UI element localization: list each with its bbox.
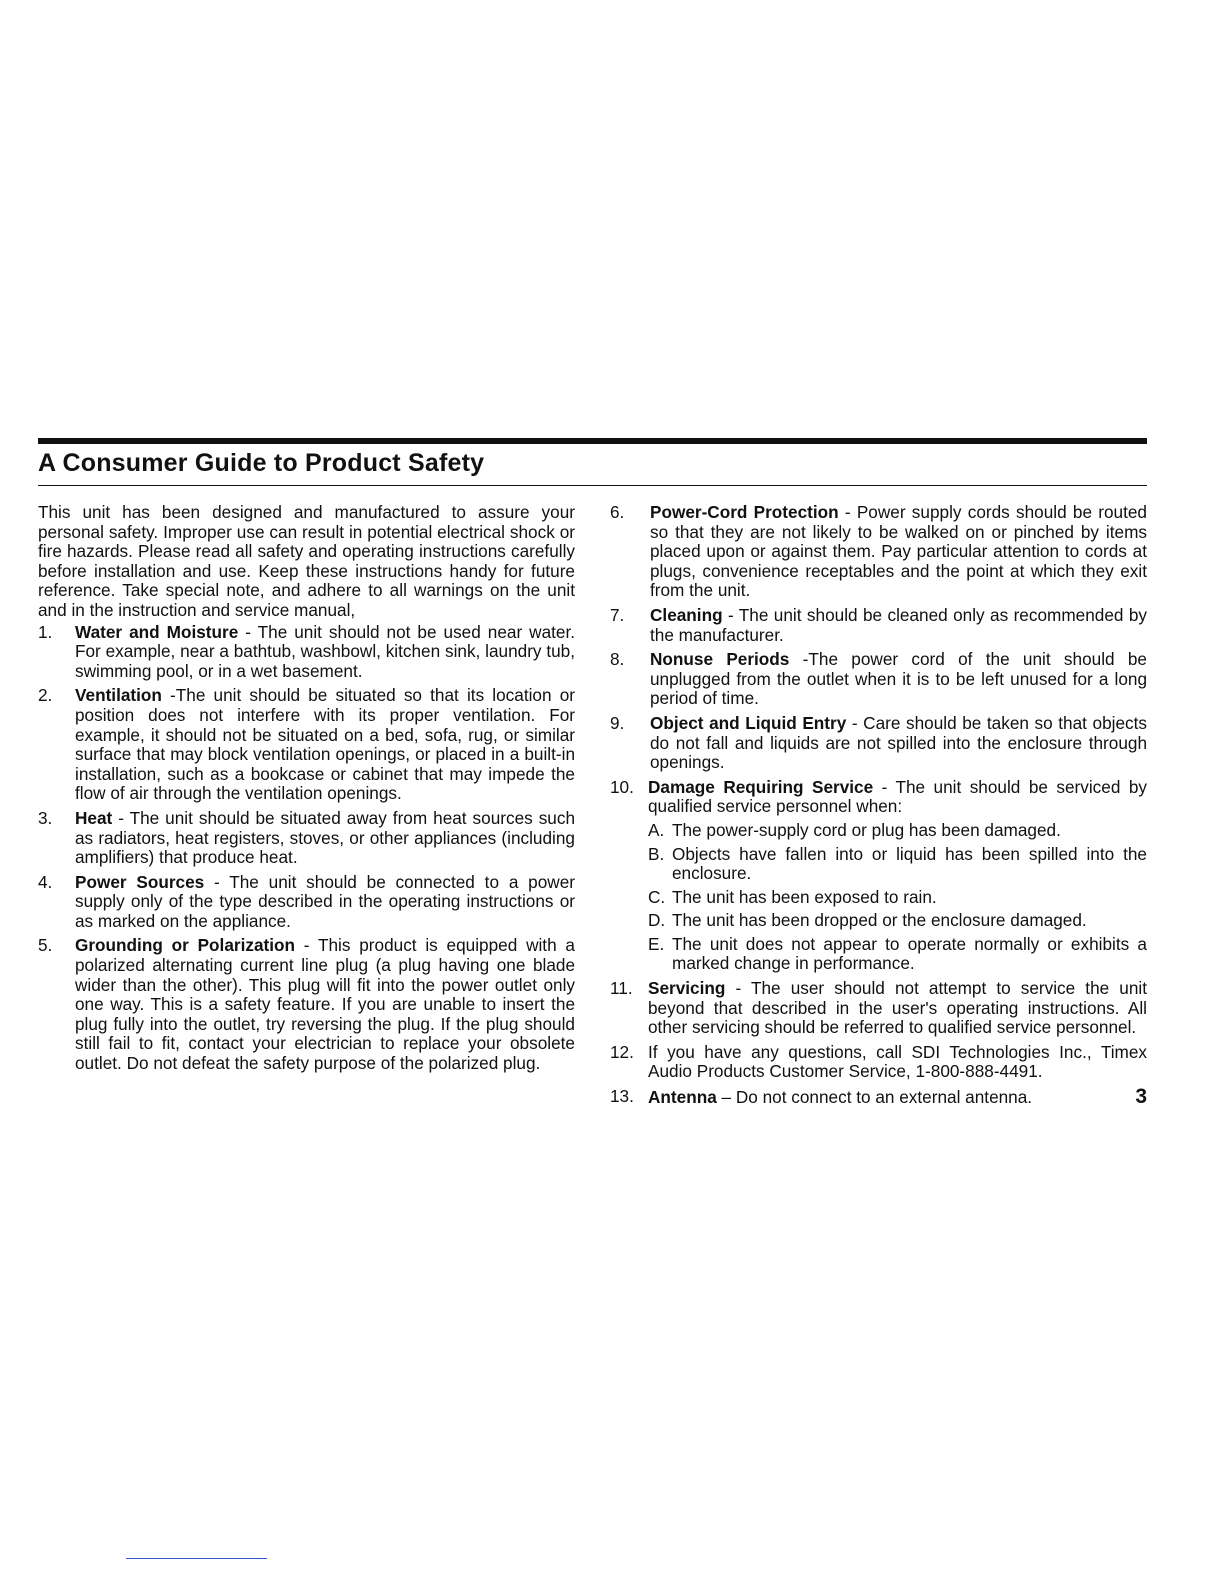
right-column <box>610 503 1147 1113</box>
item-text: - This product is equipped with a polarized alternating current line plug (a plug having one blade wider than the other). This plug will fit into the power outlet only one way. This is a safety feature. If you are unable to insert the plug fully into the outlet, try reversing the plug. If the plug should still fail to fit, contact your electrician to replace your obsolete outlet. Do not defeat the safety purpose of the polarized plug. <box>75 935 575 1074</box>
sub-item-e <box>648 935 1147 974</box>
sub-item-letter: E. <box>648 933 665 954</box>
item-heading: Antenna <box>648 1087 717 1108</box>
item-number: 8. <box>610 649 625 670</box>
sub-item-text: The power-supply cord or plug has been damaged. <box>672 819 1061 840</box>
sub-item-letter: A. <box>648 819 665 840</box>
item-number: 13. <box>610 1086 634 1107</box>
safety-item-2 <box>38 686 575 804</box>
header-rule-thick <box>38 438 1147 444</box>
page-title: A Consumer Guide to Product Safety <box>38 449 485 477</box>
sub-item-text: Objects have fallen into or liquid has been spilled into the enclosure. <box>672 843 1147 884</box>
item-heading: Damage Requiring Service <box>648 776 874 797</box>
safety-item-13 <box>610 1087 1147 1108</box>
item-text: - The unit should be connected to a power supply only of the type described in the operating instructions or as marked on the appliance. <box>75 871 575 931</box>
sub-item-text: The unit has been exposed to rain. <box>672 886 937 907</box>
sub-item-letter: C. <box>648 886 666 907</box>
item-text: - The unit should be situated away from heat sources such as radiators, heat registers, stoves, or other appliances (including amplifiers) that produce heat. <box>75 807 575 868</box>
item-number: 5. <box>38 935 53 956</box>
item-heading: Water and Moisture <box>75 621 239 642</box>
safety-item-5 <box>38 936 575 1073</box>
item-number: 11. <box>610 978 633 999</box>
safety-item-7 <box>610 606 1147 645</box>
item-text: - The user should not attempt to service the unit beyond that described in the user's operating instructions. All other servicing should be referred to qualified service personnel. <box>648 978 1147 1038</box>
page-number: 3 <box>1135 1085 1147 1109</box>
item-number: 3. <box>38 807 53 828</box>
sub-item-text: The unit does not appear to operate normally or exhibits a marked change in performance. <box>672 933 1147 974</box>
intro-paragraph: This unit has been designed and manufactured to assure your personal safety. Improper use can result in potential electrical shock or fire hazards. Please read all safety and operating instructions carefully before installation and use. Keep these instructions handy for future reference. Take special note, and adhere to all warnings on the unit and in the instruction and service manual, <box>38 502 575 620</box>
item-number: 4. <box>38 871 53 892</box>
item-number: 2. <box>38 685 53 706</box>
item-heading: Heat <box>75 807 113 828</box>
safety-item-4 <box>38 873 575 932</box>
sub-item-a <box>648 821 1147 841</box>
safety-item-6 <box>610 503 1147 601</box>
safety-item-8 <box>610 650 1147 709</box>
sub-item-d <box>648 911 1147 931</box>
item-text: - Power supply cords should be routed so that they are not likely to be walked on or pinched by items placed upon or against them. Pay particular attention to cords at plugs, convenience receptables and the point at which they exit from the unit. <box>650 502 1147 601</box>
item-text: - The unit should be cleaned only as recommended by the manufacturer. <box>650 604 1147 645</box>
safety-item-12 <box>610 1043 1147 1082</box>
item-number: 7. <box>610 604 625 625</box>
sub-item-b <box>648 845 1147 884</box>
item-text: - The unit should not be used near water. For example, near a bathtub, washbowl, kitchen sink, laundry tub, swimming pool, or in a wet basement. <box>75 621 576 681</box>
item-text: – Do not connect to an external antenna. <box>716 1087 1033 1108</box>
item-heading: Object and Liquid Entry <box>650 712 847 733</box>
item-heading: Servicing <box>648 978 726 999</box>
header-rule-thin <box>38 485 1147 486</box>
left-column <box>38 503 575 1079</box>
sub-item-letter: D. <box>648 910 666 931</box>
item-text: If you have any questions, call SDI Technologies Inc., Timex Audio Products Customer Service, 1-800-888-4491. <box>648 1041 1147 1082</box>
sub-item-letter: B. <box>648 843 665 864</box>
item-number: 6. <box>610 502 625 522</box>
item-text: -The unit should be situated so that its location or position does not interfere with its proper ventilation. For example, it should not be situated on a bed, sofa, rug, or similar surface that may block ventilation openings, or placed in a built-in installation, such as a bookcase or cabinet that may impede the flow of air through the ventilation openings. <box>75 685 575 804</box>
item-heading: Grounding or Polarization <box>75 935 295 956</box>
item-number: 9. <box>610 712 625 733</box>
item-heading: Power Sources <box>75 871 205 892</box>
item-heading: Ventilation <box>75 685 162 706</box>
sub-item-c <box>648 888 1147 908</box>
item-text: - Care should be taken so that objects do not fall and liquids are not spilled into the enclosure through openings. <box>650 712 1147 773</box>
item-heading: Cleaning <box>650 604 723 625</box>
item-content <box>648 1088 1032 1108</box>
safety-item-10 <box>610 778 1147 974</box>
item-text: -The power cord of the unit should be unplugged from the outlet when it is to be left unused for a long period of time. <box>650 649 1147 709</box>
sub-item-text: The unit has been dropped or the enclosure damaged. <box>672 910 1087 931</box>
safety-item-3 <box>38 809 575 868</box>
item-heading: Nonuse Periods <box>650 649 790 670</box>
item-number: 10. <box>610 776 634 797</box>
item-number: 1. <box>38 621 53 642</box>
safety-item-11 <box>610 979 1147 1038</box>
safety-item-9 <box>610 714 1147 773</box>
footer-rule <box>126 1558 267 1559</box>
item-number: 12. <box>610 1041 634 1062</box>
item-heading: Power-Cord Protection <box>650 502 839 522</box>
item-text: - The unit should be serviced by qualified service personnel when: <box>648 776 1147 817</box>
safety-item-1 <box>38 623 575 682</box>
